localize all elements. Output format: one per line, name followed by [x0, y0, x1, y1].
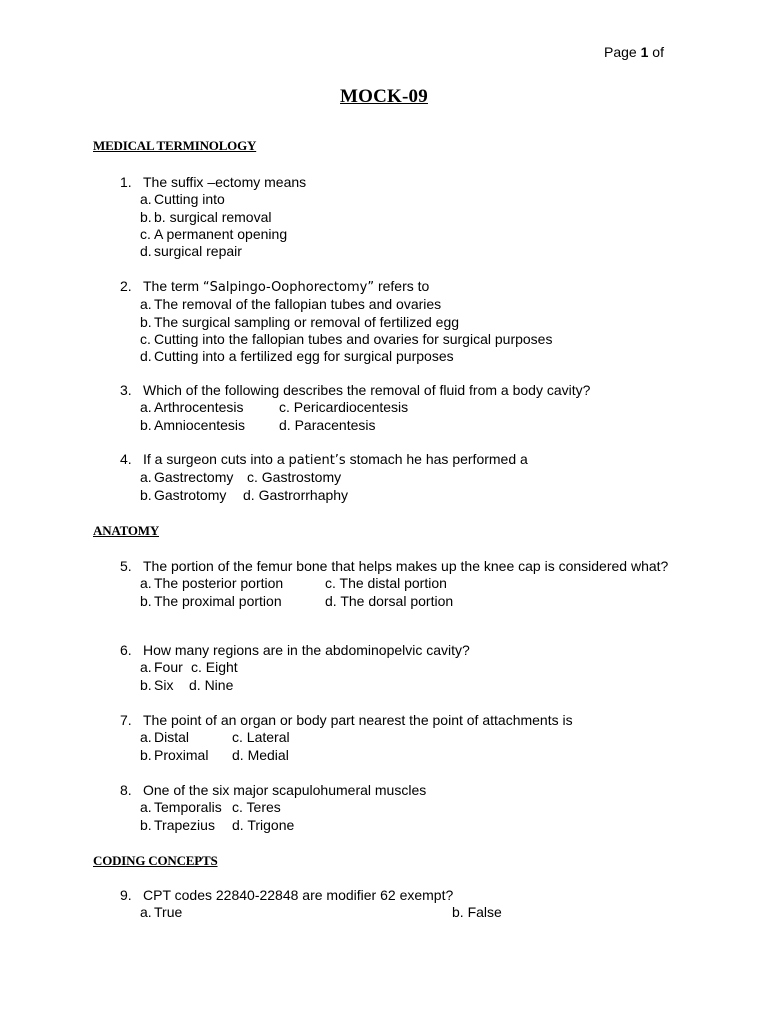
- question-number: 6.: [120, 642, 132, 658]
- question-number: 2.: [120, 278, 132, 294]
- question-stem: Which of the following describes the removal of fluid from a body cavity?: [143, 382, 591, 398]
- option-text: c. Pericardiocentesis: [279, 399, 409, 416]
- stem-part: If a surgeon cuts into a: [143, 451, 285, 467]
- option-text: A permanent opening: [154, 225, 288, 242]
- option-text: b. surgical removal: [154, 208, 272, 225]
- option-row-2: [140, 747, 680, 764]
- option-letter: b.: [140, 313, 152, 330]
- option-a: [140, 191, 680, 208]
- option-text: Six: [154, 676, 174, 693]
- option-row-2: [140, 417, 680, 434]
- page-number: [604, 44, 684, 61]
- option-text: The posterior portion: [154, 575, 284, 592]
- section-heading-medical-terminology: MEDICAL TERMINOLOGY: [93, 138, 257, 153]
- option-letter: b.: [140, 816, 152, 833]
- option-letter: a.: [140, 399, 152, 416]
- option-row-1: [140, 799, 680, 816]
- question-stem: One of the six major scapulohumeral muscles: [143, 782, 427, 798]
- option-text: Gastrotomy: [154, 486, 227, 503]
- option-a: [140, 296, 680, 313]
- question-3: [120, 382, 680, 434]
- option-b: [140, 314, 680, 331]
- option-letter: a.: [140, 575, 152, 592]
- question-7: [120, 712, 680, 764]
- question-stem: [143, 451, 680, 469]
- option-text: Cutting into a fertilized egg for surgical purposes: [154, 348, 454, 365]
- question-8: [120, 782, 680, 834]
- option-row-1: [140, 399, 680, 416]
- option-text: d. Medial: [232, 746, 289, 763]
- page-of-label: of: [652, 44, 664, 60]
- stem-term: patient’s: [288, 453, 346, 468]
- question-number: 1.: [120, 174, 132, 190]
- option-d: [140, 348, 680, 365]
- question-6: [120, 642, 680, 694]
- option-letter: d.: [140, 348, 152, 365]
- option-text: d. Trigone: [232, 816, 295, 833]
- option-text: c. Gastrostomy: [247, 469, 342, 486]
- option-row-2: [140, 817, 680, 834]
- option-text: Four: [154, 659, 183, 676]
- option-letter: a.: [140, 296, 152, 313]
- option-letter: c.: [140, 330, 151, 347]
- option-row-2: [140, 487, 680, 504]
- option-c: [140, 331, 680, 348]
- option-text: Distal: [154, 729, 190, 746]
- question-5: [120, 558, 680, 610]
- section-heading-anatomy: ANATOMY: [93, 523, 160, 538]
- option-letter: b.: [140, 416, 152, 433]
- option-text: Cutting into the fallopian tubes and ovaries for surgical purposes: [154, 330, 553, 347]
- question-stem: The point of an organ or body part nearest the point of attachments is: [143, 712, 573, 728]
- title-text: MOCK-09: [340, 86, 428, 107]
- option-text: Gastrectomy: [154, 469, 234, 486]
- option-letter: b.: [140, 676, 152, 693]
- option-letter: c.: [140, 225, 151, 242]
- option-text: c. Lateral: [232, 729, 290, 746]
- option-text: Temporalis: [154, 799, 222, 816]
- question-number: 9.: [120, 887, 132, 903]
- option-row-2: [140, 593, 680, 610]
- option-text: Arthrocentesis: [154, 399, 244, 416]
- option-letter: b.: [140, 486, 152, 503]
- option-text: b. False: [452, 904, 502, 921]
- page-number-value: 1: [640, 44, 649, 60]
- option-text: c. The distal portion: [325, 575, 447, 592]
- option-d: [140, 243, 680, 260]
- question-stem: The portion of the femur bone that helps makes up the knee cap is considered what?: [143, 558, 669, 574]
- option-text: d. Nine: [189, 676, 234, 693]
- option-letter: b.: [140, 208, 152, 225]
- option-text: The surgical sampling or removal of fertilized egg: [154, 313, 460, 330]
- option-letter: d.: [140, 243, 152, 260]
- option-letter: a.: [140, 904, 152, 921]
- option-text: d. Gastrorrhaphy: [243, 486, 349, 503]
- question-stem: CPT codes 22840-22848 are modifier 62 exempt?: [143, 887, 454, 903]
- question-number: 4.: [120, 451, 132, 467]
- option-text: surgical repair: [154, 243, 242, 260]
- question-number: 7.: [120, 712, 132, 728]
- question-number: 3.: [120, 382, 132, 398]
- option-row-1: [140, 729, 680, 746]
- option-text: The proximal portion: [154, 592, 282, 609]
- option-letter: a.: [140, 469, 152, 486]
- option-letter: a.: [140, 659, 152, 676]
- question-2: [120, 278, 680, 365]
- option-text: Cutting into: [154, 191, 225, 208]
- page-label: Page: [604, 44, 637, 60]
- option-row-2: [140, 677, 680, 694]
- question-stem: The suffix –ectomy means: [143, 174, 307, 190]
- option-letter: b.: [140, 592, 152, 609]
- option-text: d. Paracentesis: [279, 416, 376, 433]
- option-letter: b.: [140, 746, 152, 763]
- question-number: 5.: [120, 558, 132, 574]
- option-text: Trapezius: [154, 816, 215, 833]
- option-row-1: [140, 659, 680, 676]
- question-4: [120, 451, 680, 504]
- option-text: Proximal: [154, 746, 209, 763]
- option-row-1: [140, 904, 680, 921]
- option-row-1: [140, 469, 680, 486]
- option-text: Amniocentesis: [154, 416, 246, 433]
- stem-part: stomach he has performed a: [349, 451, 528, 467]
- option-letter: a.: [140, 729, 152, 746]
- stem-part: refers to: [377, 278, 430, 294]
- stem-term: “Salpingo-Oophorectomy”: [202, 280, 375, 295]
- section-heading-coding-concepts: CODING CONCEPTS: [93, 853, 218, 868]
- option-letter: a.: [140, 799, 152, 816]
- question-stem: How many regions are in the abdominopelvic cavity?: [143, 642, 470, 658]
- option-text: d. The dorsal portion: [325, 592, 454, 609]
- option-text: The removal of the fallopian tubes and ovaries: [154, 296, 442, 313]
- question-stem: [143, 278, 680, 296]
- document-title: [0, 86, 768, 108]
- question-1: [120, 174, 680, 260]
- option-text: True: [154, 904, 183, 921]
- option-b: [140, 209, 680, 226]
- option-c: [140, 226, 680, 243]
- option-text: c. Eight: [191, 659, 238, 676]
- option-text: c. Teres: [232, 799, 281, 816]
- option-row-1: [140, 575, 680, 592]
- question-number: 8.: [120, 782, 132, 798]
- stem-part: The term: [143, 278, 200, 294]
- question-9: [120, 887, 680, 922]
- option-letter: a.: [140, 191, 152, 208]
